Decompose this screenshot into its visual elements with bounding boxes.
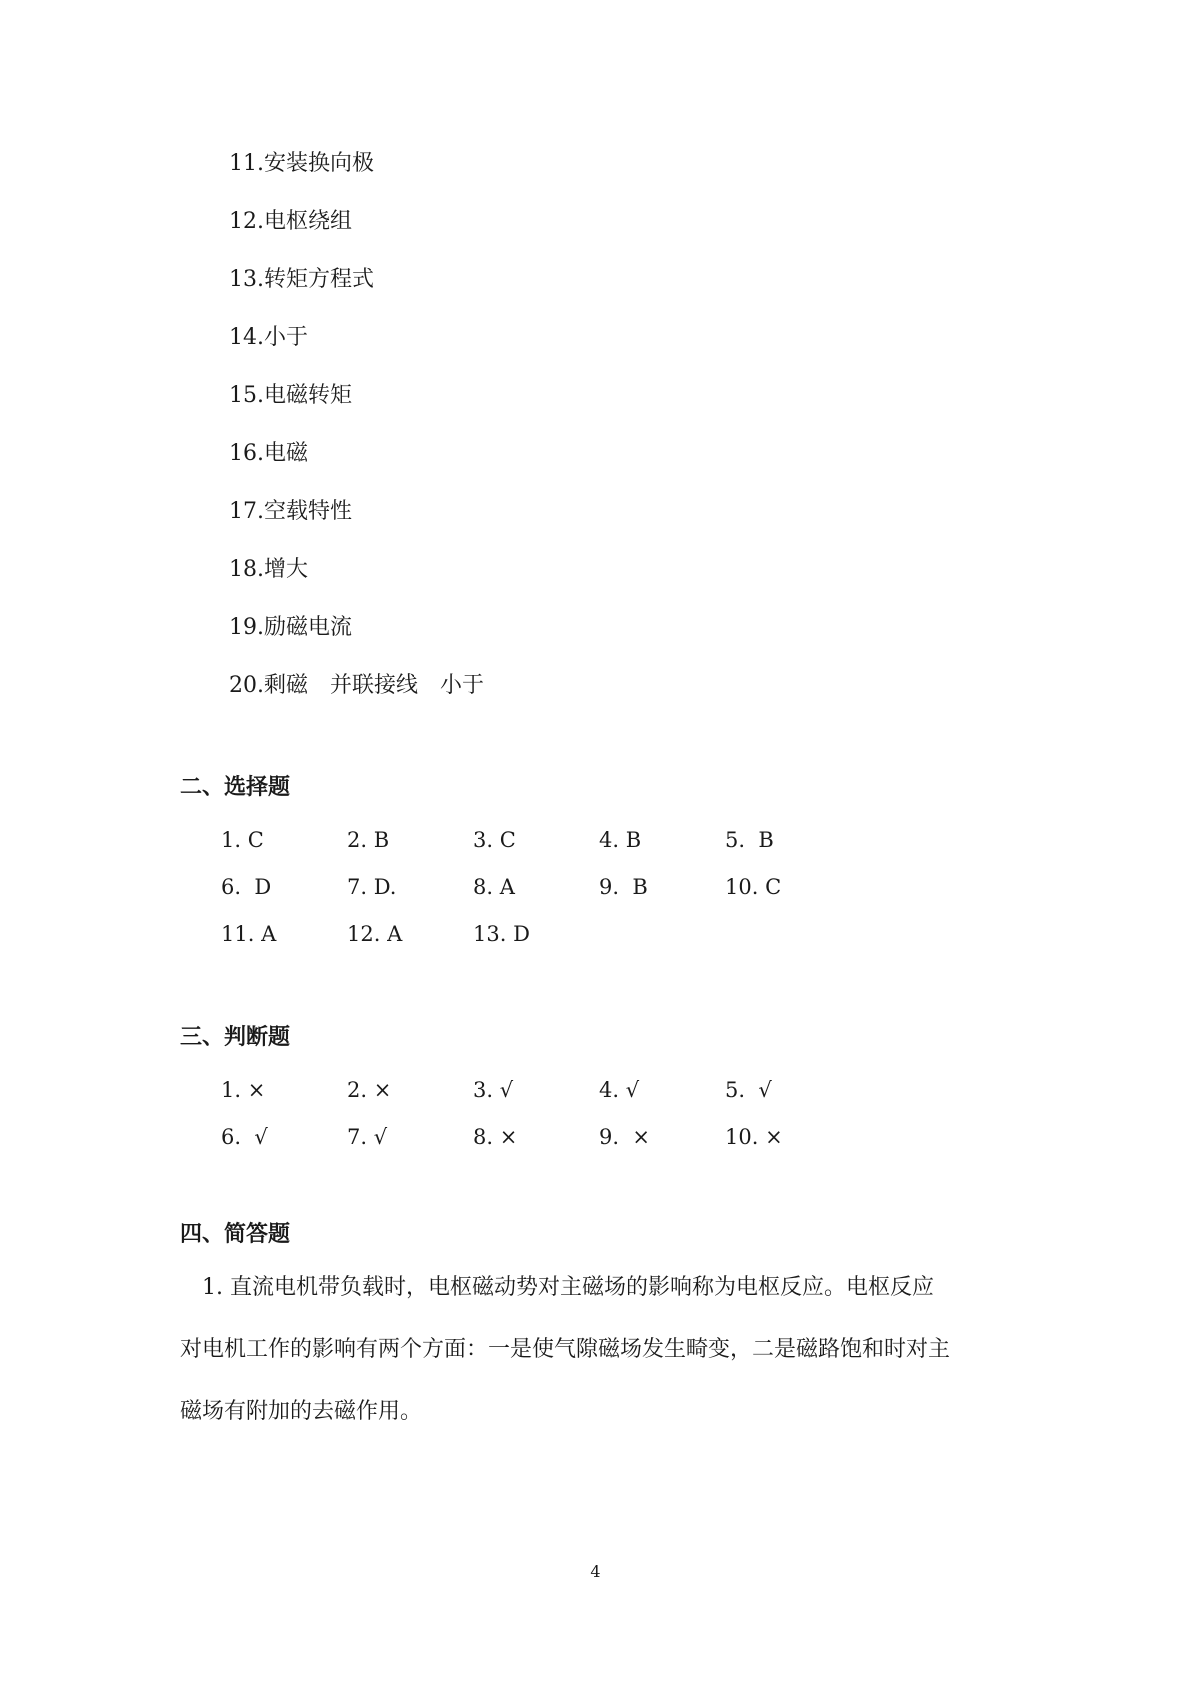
judgement-answer: 2. ×	[347, 1078, 392, 1102]
paragraph-line: 磁场有附加的去磁作用。	[180, 1399, 423, 1424]
judgement-answer: 9. ×	[599, 1125, 650, 1149]
fill-in-answer: 17.空载特性	[229, 499, 352, 524]
choice-section-heading: 二、选择题	[180, 775, 291, 800]
choice-answer: 2. B	[347, 828, 390, 852]
choice-answer: 12. A	[347, 922, 403, 946]
choice-answer: 9. B	[599, 875, 648, 899]
choice-answer: 7. D.	[347, 875, 397, 899]
fill-in-answer: 19.励磁电流	[229, 615, 352, 640]
judgement-answer: 1. ×	[221, 1078, 266, 1102]
choice-answer: 4. B	[599, 828, 642, 852]
choice-answer: 5. B	[725, 828, 774, 852]
fill-in-answer: 13.转矩方程式	[229, 267, 374, 292]
fill-in-answer: 15.电磁转矩	[229, 383, 352, 408]
judgement-section-heading: 三、判断题	[180, 1025, 291, 1050]
choice-answer: 11. A	[221, 922, 277, 946]
fill-in-answer: 14.小于	[229, 325, 308, 350]
paragraph-line: 1. 直流电机带负载时，电枢磁动势对主磁场的影响称为电枢反应。电枢反应	[180, 1275, 934, 1300]
choice-answer: 3. C	[473, 828, 516, 852]
judgement-answer: 8. ×	[473, 1125, 518, 1149]
judgement-answer: 10. ×	[725, 1125, 783, 1149]
short-answer-section-heading: 四、简答题	[180, 1222, 291, 1247]
fill-in-answer: 12.电枢绕组	[229, 209, 352, 234]
paragraph-line: 对电机工作的影响有两个方面：一是使气隙磁场发生畸变，二是磁路饱和时对主	[180, 1337, 951, 1362]
fill-in-answer: 18.增大	[229, 557, 308, 582]
fill-in-answer: 16.电磁	[229, 441, 308, 466]
judgement-answer: 4. √	[599, 1078, 640, 1102]
choice-answer: 1. C	[221, 828, 264, 852]
judgement-answer: 3. √	[473, 1078, 514, 1102]
fill-in-answer: 11.安装换向极	[229, 151, 374, 176]
choice-answer: 6. D	[221, 875, 272, 899]
judgement-answer: 6. √	[221, 1125, 268, 1149]
judgement-answer: 7. √	[347, 1125, 388, 1149]
choice-answer: 10. C	[725, 875, 782, 899]
fill-in-answer: 20.剩磁 并联接线 小于	[229, 673, 484, 698]
choice-answer: 8. A	[473, 875, 515, 899]
choice-answer: 13. D	[473, 922, 530, 946]
page-number: 4	[590, 1562, 601, 1581]
judgement-answer: 5. √	[725, 1078, 772, 1102]
